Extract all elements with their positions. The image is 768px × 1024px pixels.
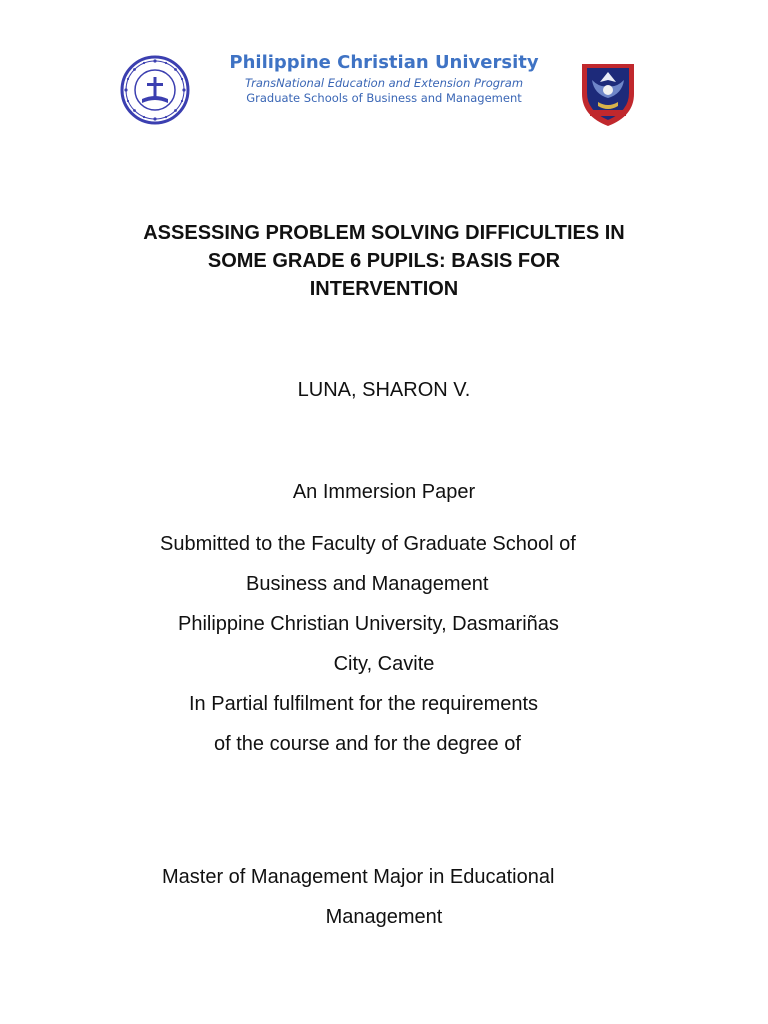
submission-line: Philippine Christian University, Dasmariñas [178,613,559,635]
university-heading [200,50,568,106]
degree-line: Master of Management Major in Educational [162,866,555,888]
paper-title [100,219,668,303]
university-seal-icon [120,55,190,125]
submission-line: Business and Management [246,573,489,595]
submission-line: Submitted to the Faculty of Graduate School of [160,533,576,555]
university-name: Philippine Christian University [229,52,539,73]
graduate-school-crest-icon [578,58,638,128]
submission-line: City, Cavite [333,653,435,675]
title-line: INTERVENTION [309,278,459,300]
author-name: LUNA, SHARON V. [297,379,471,401]
title-line: ASSESSING PROBLEM SOLVING DIFFICULTIES IN [143,222,625,244]
submission-line: of the course and for the degree of [214,733,521,755]
program-name: TransNational Education and Extension Program [244,76,524,90]
letterhead [0,0,768,140]
submission-line: In Partial fulfilment for the requirements [189,693,539,715]
paper-type: An Immersion Paper [292,481,476,503]
school-name: Graduate Schools of Business and Management [246,91,522,105]
degree-line: Management [325,906,443,928]
title-line: SOME GRADE 6 PUPILS: BASIS FOR [207,250,561,272]
